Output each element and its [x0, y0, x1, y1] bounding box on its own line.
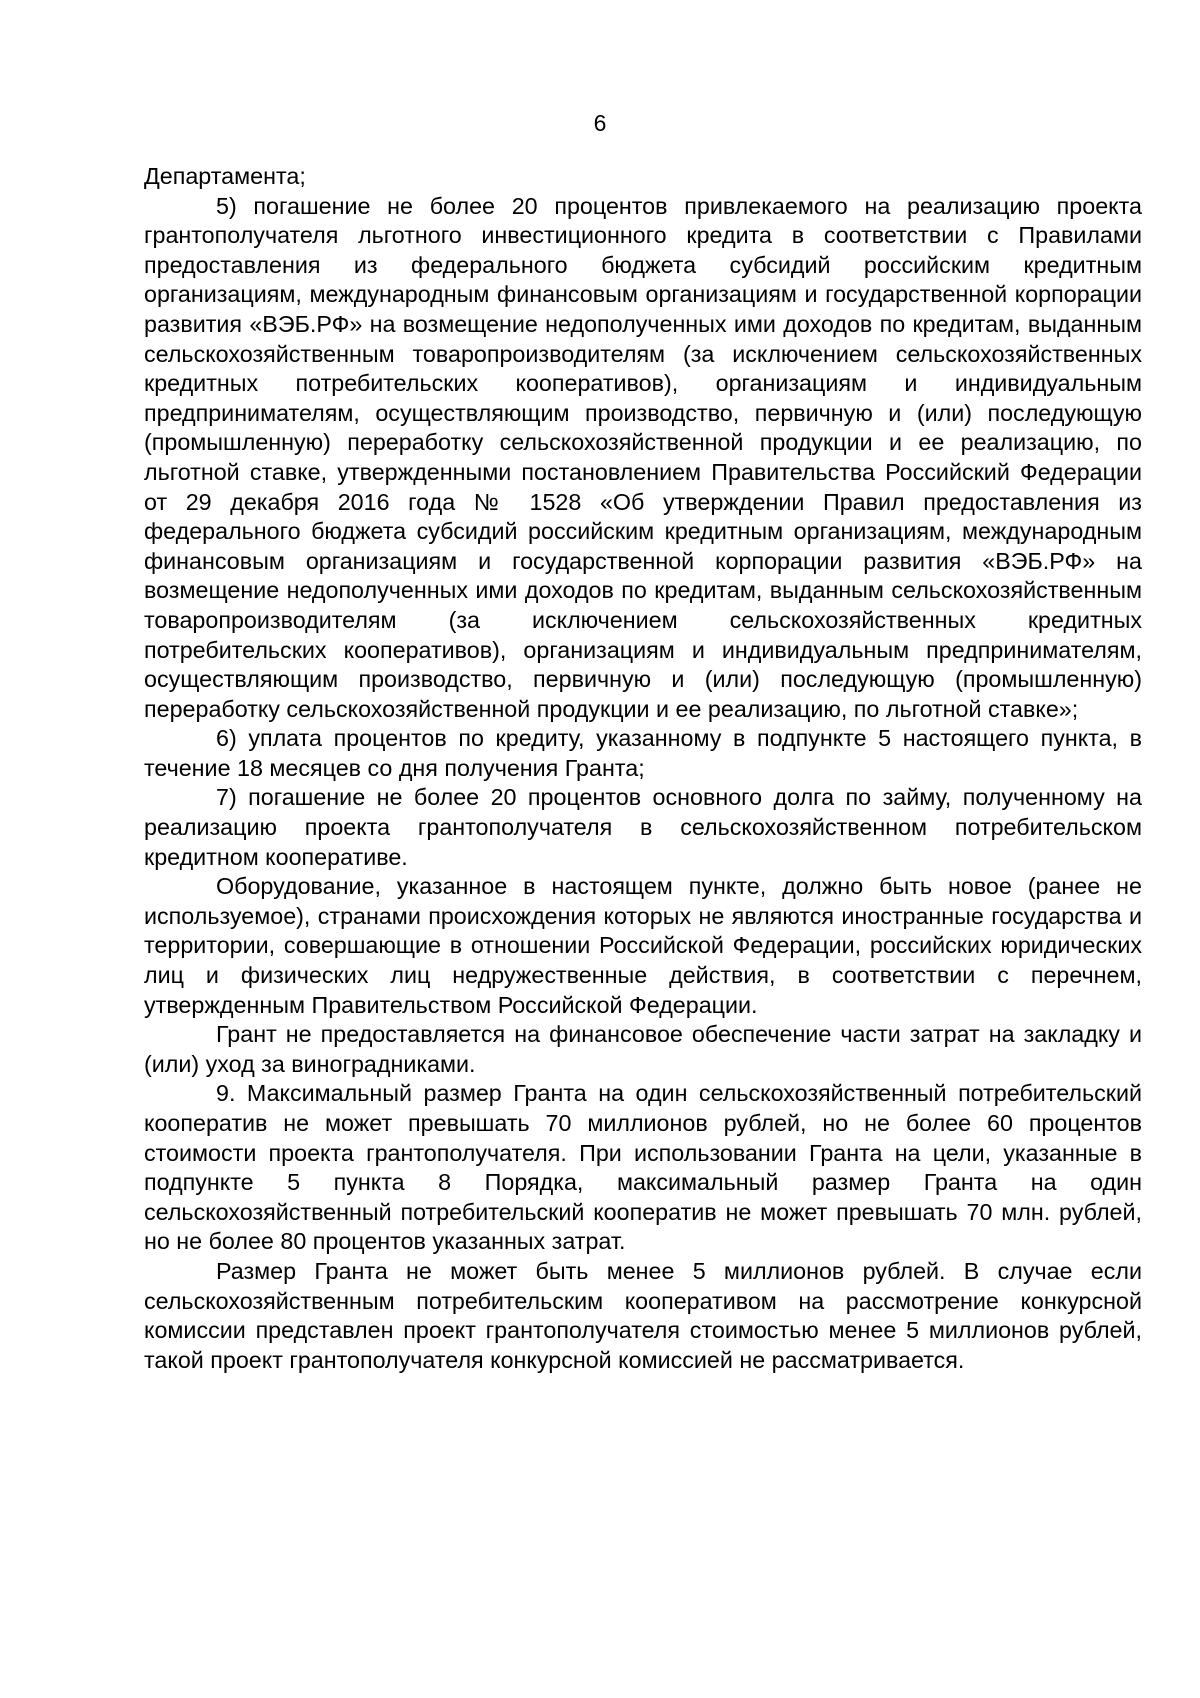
paragraph-vineyards: Грант не предоставляется на финансовое обеспечение части затрат на закладку и (или) уход за виноградниками. — [144, 1021, 1142, 1077]
document-body — [144, 162, 1142, 1375]
page-number: 6 — [593, 110, 607, 136]
paragraph-item-6: 6) уплата процентов по кредиту, указанному в подпункте 5 настоящего пункта, в течение 18 месяцев со дня получения Гранта; — [144, 725, 1142, 781]
paragraph-continuation: Департамента; — [144, 163, 306, 189]
paragraph-item-5: 5) погашение не более 20 процентов привлекаемого на реализацию проекта грантополучателя льготного инвестиционного кредита в соответствии с Правилами предоставления из федерального бюджета субсидий российским кредитным организациям, международным финансовым организациям и государственной корпорации развития «ВЭБ.РФ» на возмещение недополученных ими доходов по кредитам, выданным сельскохозяйственным товаропроизводителям (за исключением сельскохозяйственных кредитных потребительских кооперативов), организациям и индивидуальным предпринимателям, осуществляющим производство, первичную и (или) последующую (промышленную) переработку сельскохозяйственной продукции и ее реализацию, по льготной ставке, утвержденными постановлением Правительства Российский Федерации от 29 декабря 2016 года № 1528 «Об утверждении Правил предоставления из федерального бюджета субсидий российским кредитным организациям, международным финансовым организациям и государственной корпорации развития «ВЭБ.РФ» на возмещение недополученных ими доходов по кредитам, выданным сельскохозяйственным товаропроизводителям (за исключением сельскохозяйственных кредитных потребительских кооперативов), организациям и индивидуальным предпринимателям, осуществляющим производство, первичную и (или) последующую (промышленную) переработку сельскохозяйственной продукции и ее реализацию, по льготной ставке»; — [144, 192, 1142, 722]
paragraph-section-9: 9. Максимальный размер Гранта на один сельскохозяйственный потребительский кооператив не может превышать 70 миллионов рублей, но не более 60 процентов стоимости проекта грантополучателя. При использовании Гранта на цели, указанные в подпункте 5 пункта 8 Порядка, максимальный размер Гранта на один сельскохозяйственный потребительский кооператив не может превышать 70 млн. рублей, но не более 80 процентов указанных затрат. — [144, 1080, 1142, 1255]
paragraph-item-7: 7) погашение не более 20 процентов основного долга по займу, полученному на реализацию проекта грантополучателя в сельскохозяйственном потребительском кредитном кооперативе. — [144, 784, 1142, 870]
paragraph-minimum-grant: Размер Гранта не может быть менее 5 миллионов рублей. В случае если сельскохозяйственным потребительским кооперативом на рассмотрение конкурсной комиссии представлен проект грантополучателя стоимостью менее 5 миллионов рублей, такой проект грантополучателя конкурсной комиссией не рассматривается. — [144, 1257, 1142, 1373]
paragraph-equipment: Оборудование, указанное в настоящем пункте, должно быть новое (ранее не используемое), странами происхождения которых не являются иностранные государства и территории, совершающие в отношении Российской Федерации, российских юридических лиц и физических лиц недружественные действия, в соответствии с перечнем, утвержденным Правительством Российской Федерации. — [144, 873, 1142, 1018]
